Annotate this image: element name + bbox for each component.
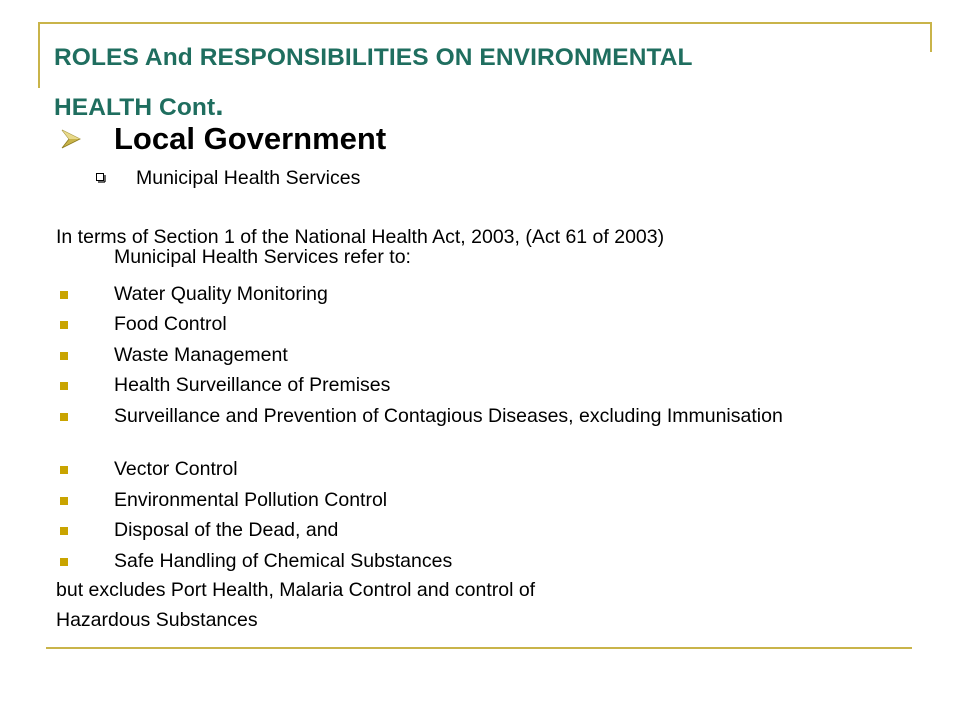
list-item-text: Water Quality Monitoring (114, 283, 328, 305)
list-item-text: Waste Management (114, 344, 288, 366)
intro-line-2: Municipal Health Services refer to: (114, 246, 411, 268)
list-item-text: Disposal of the Dead, and (114, 519, 339, 541)
square-bullet-icon (60, 413, 68, 421)
bottom-rule (46, 647, 912, 649)
closing-line-1: but excludes Port Health, Malaria Control and control of (56, 579, 536, 601)
level2-bullet (96, 164, 360, 192)
square-bullet-icon (60, 321, 68, 329)
list-item-text: Vector Control (114, 458, 238, 480)
level2-heading: Municipal Health Services (136, 166, 361, 189)
list-item (60, 551, 920, 571)
closing-line-2: Hazardous Substances (56, 609, 258, 631)
title-dot: . (215, 89, 224, 122)
checkbox-bullet-icon (96, 173, 106, 183)
list-item-text: Food Control (114, 313, 227, 335)
arrow-bullet-icon (60, 129, 82, 149)
list-item (60, 406, 920, 426)
list-item (60, 490, 920, 510)
right-rule (930, 22, 932, 52)
list-item (60, 345, 920, 365)
top-rule (38, 22, 932, 24)
list-item (60, 375, 920, 395)
list-item (60, 314, 920, 334)
intro-paragraph (56, 227, 916, 267)
level1-bullet (60, 118, 386, 160)
intro-line-1: In terms of Section 1 of the National Health Act, 2003, (Act 61 of 2003) (56, 226, 665, 248)
square-bullet-icon (60, 466, 68, 474)
title-line-1: ROLES And RESPONSIBILITIES ON ENVIRONMENTAL (54, 44, 693, 71)
square-bullet-icon (60, 558, 68, 566)
left-rule (38, 22, 40, 88)
list-item (60, 284, 920, 304)
list-item-text: Safe Handling of Chemical Substances (114, 550, 453, 572)
list-item-text: Health Surveillance of Premises (114, 374, 391, 396)
list-item-text: Surveillance and Prevention of Contagious Diseases, excluding Immunisation (114, 405, 783, 427)
level1-heading: Local Government (114, 121, 387, 156)
square-bullet-icon (60, 291, 68, 299)
list-item-text: Environmental Pollution Control (114, 489, 388, 511)
title-line-2: HEALTH Cont (54, 94, 216, 121)
square-bullet-icon (60, 382, 68, 390)
square-bullet-icon (60, 527, 68, 535)
square-bullet-icon (60, 497, 68, 505)
list-item (60, 459, 920, 479)
square-bullet-icon (60, 352, 68, 360)
list-item (60, 520, 920, 540)
